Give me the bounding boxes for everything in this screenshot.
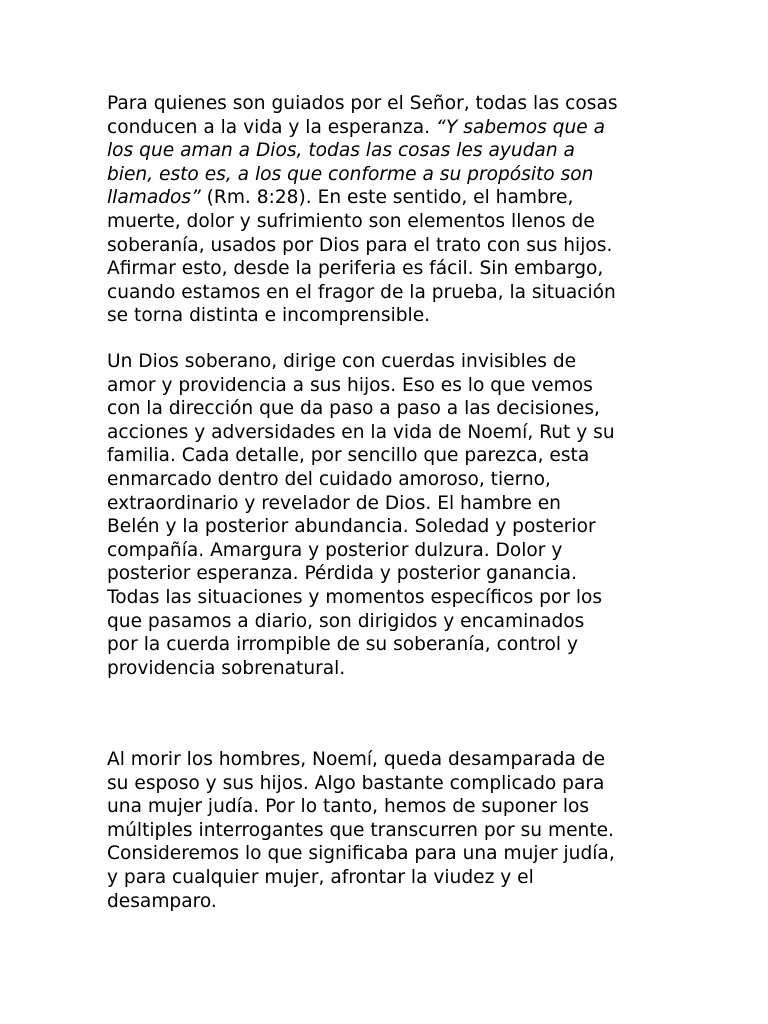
paragraph-3 bbox=[107, 748, 667, 913]
body-text: se torna distinta e incomprensible. bbox=[107, 305, 431, 327]
text-line bbox=[107, 468, 667, 492]
italic-quote-text: llamados” bbox=[107, 187, 201, 209]
text-line bbox=[107, 139, 667, 163]
text-line bbox=[107, 586, 667, 610]
body-text: Belén y la posterior abundancia. Soledad y posterior bbox=[107, 516, 596, 538]
body-text: Al morir los hombres, Noemí, queda desamparada de bbox=[107, 749, 606, 770]
text-line bbox=[107, 257, 667, 281]
text-line bbox=[107, 163, 667, 187]
body-text: conducen a la vida y la esperanza. bbox=[107, 116, 436, 138]
body-text: Afirmar esto, desde la periferia es fácil. Sin embargo, bbox=[107, 258, 604, 280]
text-line bbox=[107, 350, 667, 374]
body-text: su esposo y sus hijos. Algo bastante complicado para bbox=[107, 772, 605, 794]
text-line bbox=[107, 819, 667, 843]
text-line bbox=[107, 890, 667, 914]
text-line bbox=[107, 92, 667, 116]
text-line bbox=[107, 562, 667, 586]
text-line bbox=[107, 304, 667, 328]
text-line bbox=[107, 610, 667, 634]
body-text: enmarcado dentro del cuidado amoroso, tierno, bbox=[107, 468, 551, 490]
text-line bbox=[107, 186, 667, 210]
text-line bbox=[107, 116, 667, 140]
text-line bbox=[107, 492, 667, 516]
body-text: múltiples interrogantes que transcurren por su mente. bbox=[107, 819, 614, 841]
text-line bbox=[107, 234, 667, 258]
text-line bbox=[107, 795, 667, 819]
text-line bbox=[107, 444, 667, 468]
text-line bbox=[107, 866, 667, 890]
text-line bbox=[107, 374, 667, 398]
body-text: muerte, dolor y sufrimiento son elementos llenos de bbox=[107, 210, 595, 232]
body-text: y para cualquier mujer, afrontar la viudez y el bbox=[107, 866, 534, 888]
text-line bbox=[107, 421, 667, 445]
body-text: desamparo. bbox=[107, 890, 217, 912]
body-text: con la dirección que da paso a paso a las decisiones, bbox=[107, 398, 600, 420]
body-text: extraordinario y revelador de Dios. El hambre en bbox=[107, 492, 561, 514]
paragraph-2 bbox=[107, 350, 667, 680]
body-text: Para quienes son guiados por el Señor, todas las cosas bbox=[107, 93, 618, 114]
body-text: una mujer judía. Por lo tanto, hemos de suponer los bbox=[107, 796, 590, 818]
body-text: Consideremos lo que significaba para una mujer judía, bbox=[107, 843, 615, 865]
italic-quote-text: bien, esto es, a los que conforme a su propósito son bbox=[107, 163, 594, 185]
body-text: que pasamos a diario, son dirigidos y encaminados bbox=[107, 610, 585, 632]
body-text: soberanía, usados por Dios para el trato con sus hijos. bbox=[107, 234, 613, 256]
body-text: posterior esperanza. Pérdida y posterior ganancia. bbox=[107, 563, 577, 585]
paragraph-1 bbox=[107, 92, 667, 328]
text-line bbox=[107, 842, 667, 866]
body-text: cuando estamos en el fragor de la prueba, la situación bbox=[107, 281, 616, 303]
body-text: Un Dios soberano, dirige con cuerdas invisibles de bbox=[107, 351, 577, 372]
text-line bbox=[107, 748, 667, 772]
italic-quote-text: los que aman a Dios, todas las cosas les ayudan a bbox=[107, 140, 575, 162]
body-text: compañía. Amargura y posterior dulzura. Dolor y bbox=[107, 539, 563, 561]
text-line bbox=[107, 772, 667, 796]
text-line bbox=[107, 657, 667, 681]
body-text: providencia sobrenatural. bbox=[107, 657, 346, 679]
body-text: acciones y adversidades en la vida de Noemí, Rut y su bbox=[107, 421, 615, 443]
text-line bbox=[107, 633, 667, 657]
italic-quote-text: “Y sabemos que a bbox=[435, 116, 606, 138]
text-line bbox=[107, 397, 667, 421]
body-text: familia. Cada detalle, por sencillo que parezca, esta bbox=[107, 445, 590, 467]
text-line bbox=[107, 515, 667, 539]
text-line bbox=[107, 281, 667, 305]
body-text: (Rm. 8:28). En este sentido, el hambre, bbox=[200, 187, 574, 209]
text-line bbox=[107, 210, 667, 234]
body-text: por la cuerda irrompible de su soberanía, control y bbox=[107, 634, 578, 656]
body-text: amor y providencia a sus hijos. Eso es lo que vemos bbox=[107, 374, 593, 396]
text-line bbox=[107, 539, 667, 563]
body-text: Todas las situaciones y momentos específicos por los bbox=[107, 586, 603, 608]
